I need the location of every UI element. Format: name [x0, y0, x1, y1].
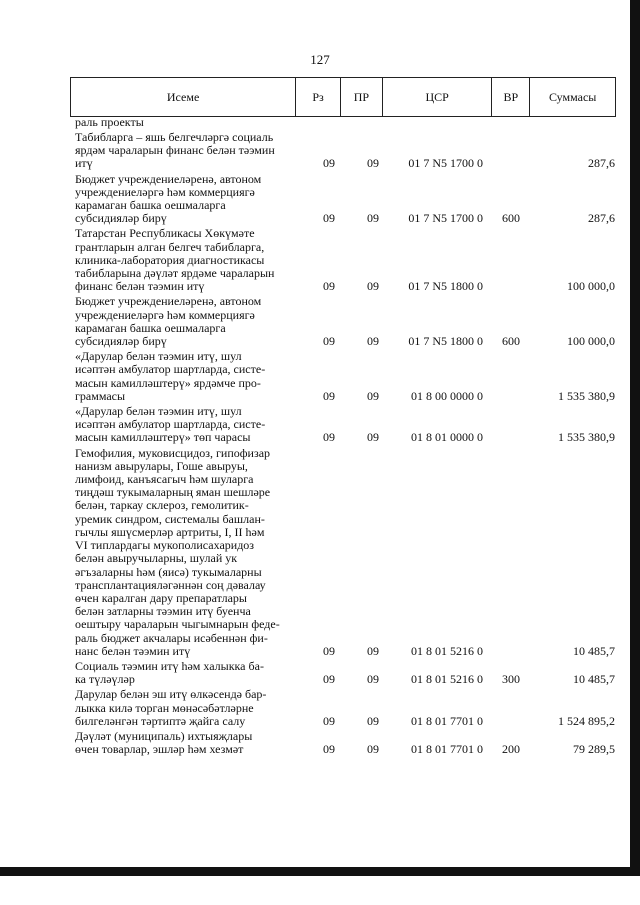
row-name: Бюджет учреждениеләренә, автоном учреждениеләргә һәм коммерциягә карамаган башка оешмаларга субсидияләр бирү: [75, 171, 262, 226]
row-csr: 01 7 N5 1800 0: [408, 279, 483, 294]
carryover-text: раль проекты: [75, 115, 144, 129]
row-sum: 287,6: [588, 211, 615, 226]
row-csr: 01 7 N5 1800 0: [408, 334, 483, 349]
row-csr: 01 7 N5 1700 0: [408, 211, 483, 226]
row-pr: 09: [367, 279, 379, 294]
table-header: [70, 77, 616, 117]
row-rz: 09: [323, 713, 335, 728]
row-sum: 100 000,0: [567, 334, 615, 349]
scan-border-right: [630, 0, 640, 876]
row-name: Табибларга – яшь белгечләргә социаль ярдәм чараларын финанс белән тәэмин итү: [75, 130, 275, 171]
row-vr: 600: [502, 334, 520, 349]
row-pr: 09: [367, 672, 379, 687]
scan-border-bottom: [0, 867, 640, 876]
row-name: Татарстан Республикасы Хөкүмәте грантларын алган белгеч табибларга, клиника-лаборатория диагностикасы табибларына дәүләт ярдәме чараларын финанс белән тәэмин итү: [75, 226, 275, 294]
row-csr: 01 8 01 7701 0: [411, 742, 483, 757]
row-vr: 600: [502, 211, 520, 226]
row-rz: 09: [323, 388, 335, 403]
row-name: Дәүләт (муниципаль) ихтыяҗлары өчен товарлар, эшләр һәм хезмәт: [75, 728, 253, 757]
row-pr: 09: [367, 334, 379, 349]
table-row: [75, 173, 615, 226]
table-row: [75, 447, 615, 658]
row-rz: 09: [323, 211, 335, 226]
row-pr: 09: [367, 742, 379, 757]
row-csr: 01 8 01 7701 0: [411, 713, 483, 728]
table-row: [75, 295, 615, 348]
row-rz: 09: [323, 156, 335, 171]
table-row: [75, 688, 615, 728]
row-sum: 10 485,7: [573, 672, 615, 687]
header-name: Исеме: [71, 78, 296, 116]
table-row: [75, 660, 615, 686]
row-pr: 09: [367, 156, 379, 171]
header-sum: Суммасы: [548, 89, 597, 104]
row-name: Гемофилия, муковисцидоз, гипофизар нанизм авырулары, Гоше авыруы, лимфоид, канъясагыч һәм шуларга тиңдәш тукымаларның яман шешләре белән, таркау склероз, гемолитик- уремик синдром, системалы башлан- гычлы яшүсмерләр артриты, I, II һәм VI типлардагы мукополисахаридоз белән авыручыларны, шулай ук әгъзаларны һәм (яисә) тукымаларны трансплантацияләгәннән соң дәвалау өчен каралган дару препаратлары белән затларны тәэмин итү буенча оештыру чараларын чыгымнарын феде- раль бюджет акчалары исәбеннән фи- нанс белән тәэмин итү: [75, 445, 280, 658]
row-pr: 09: [367, 211, 379, 226]
page-number: 127: [310, 52, 330, 67]
row-rz: 09: [323, 430, 335, 445]
header-vr: ВР: [492, 78, 530, 116]
row-vr: 300: [502, 672, 520, 687]
row-sum: 10 485,7: [573, 643, 615, 658]
header-csr: ЦСР: [383, 78, 493, 116]
row-rz: 09: [323, 334, 335, 349]
row-sum: 1 524 895,2: [558, 713, 615, 728]
row-pr: 09: [367, 430, 379, 445]
row-sum: 1 535 380,9: [558, 430, 615, 445]
row-name: «Дарулар белән тәэмин итү, шул исәптән амбулатор шартларда, систе- масын камилләштерү» төп чарасы: [75, 404, 266, 445]
row-vr: 200: [502, 742, 520, 757]
table-row: [75, 730, 615, 756]
table-body: [75, 131, 615, 758]
table-row: [75, 227, 615, 293]
row-name: Дарулар белән эш итү өлкәсендә бар- лыкка килә торган мөнәсәбәтләрне билгеләнгән тәртиптә җайга салу: [75, 687, 267, 728]
row-rz: 09: [323, 672, 335, 687]
row-sum: 1 535 380,9: [558, 388, 615, 403]
row-pr: 09: [367, 713, 379, 728]
table-row: [75, 350, 615, 403]
row-name: Бюджет учреждениеләренә, автоном учреждениеләргә һәм коммерциягә карамаган башка оешмаларга субсидияләр бирү: [75, 294, 262, 349]
row-pr: 09: [367, 388, 379, 403]
row-sum: 100 000,0: [567, 279, 615, 294]
row-rz: 09: [323, 279, 335, 294]
row-sum: 79 289,5: [573, 742, 615, 757]
row-name: Социаль тәэмин итү һәм халыкка ба- ка түләүләр: [75, 658, 264, 687]
row-name: «Дарулар белән тәэмин итү, шул исәптән амбулатор шартларда, систе- масын камилләштерү» ярдәмче про- граммасы: [75, 349, 266, 403]
header-rz: Рз: [296, 78, 341, 116]
row-rz: 09: [323, 643, 335, 658]
header-pr: ПР: [341, 78, 383, 116]
row-csr: 01 8 00 0000 0: [411, 388, 483, 403]
row-sum: 287,6: [588, 156, 615, 171]
table-row: [75, 405, 615, 445]
row-pr: 09: [367, 643, 379, 658]
row-csr: 01 7 N5 1700 0: [408, 156, 483, 171]
row-csr: 01 8 01 0000 0: [411, 430, 483, 445]
table-row: [75, 131, 615, 171]
row-csr: 01 8 01 5216 0: [411, 672, 483, 687]
row-csr: 01 8 01 5216 0: [411, 643, 483, 658]
row-rz: 09: [323, 742, 335, 757]
